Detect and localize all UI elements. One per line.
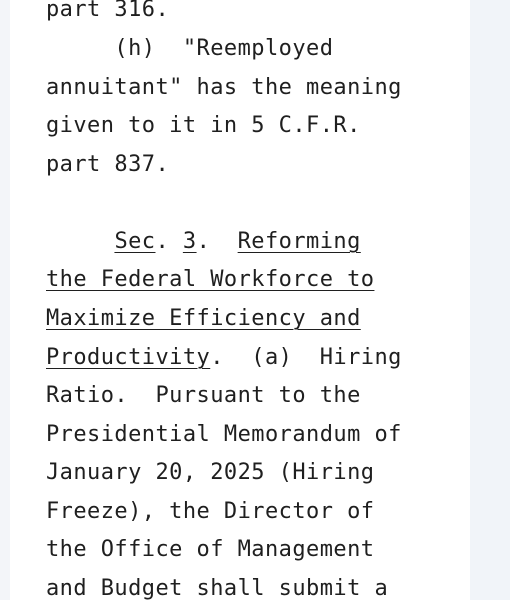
doc-line-12: Presidential Memorandum of (46, 422, 402, 447)
subsection-a-start: . (a) Hiring (210, 345, 402, 370)
section-heading-line-2 (46, 267, 374, 293)
sec-word: Sec (114, 229, 156, 254)
sec-number: 3 (182, 229, 197, 254)
doc-line-15: the Office of Management (46, 537, 375, 562)
doc-line-3: annuitant" has the meaning (46, 75, 402, 100)
doc-line-13: January 20, 2025 (Hiring (46, 460, 375, 485)
doc-line-4: given to it in 5 C.F.R. (46, 113, 361, 138)
doc-line-5: part 837. (46, 152, 170, 177)
section-title-word: Reforming (237, 229, 361, 254)
doc-line-16: and Budget shall submit a (46, 576, 389, 600)
section-title-part-2: the Federal Workforce to (46, 267, 375, 292)
section-heading-line-4 (46, 345, 402, 371)
doc-line-1: part 316. (46, 0, 170, 22)
doc-line-11: Ratio. Pursuant to the (46, 383, 361, 408)
sec-indent (46, 229, 114, 254)
section-heading-line-1 (46, 229, 361, 255)
doc-line-14: Freeze), the Director of (46, 499, 375, 524)
section-title-part-3: Maximize Efficiency and (46, 306, 361, 331)
section-title-part-4: Productivity (46, 345, 211, 370)
sec-dot: . (155, 229, 183, 254)
document-page (10, 0, 470, 600)
sec-after: . (196, 229, 238, 254)
page-gutter (470, 0, 510, 600)
section-heading-line-3 (46, 306, 361, 332)
doc-line-2: (h) "Reemployed (46, 36, 334, 61)
